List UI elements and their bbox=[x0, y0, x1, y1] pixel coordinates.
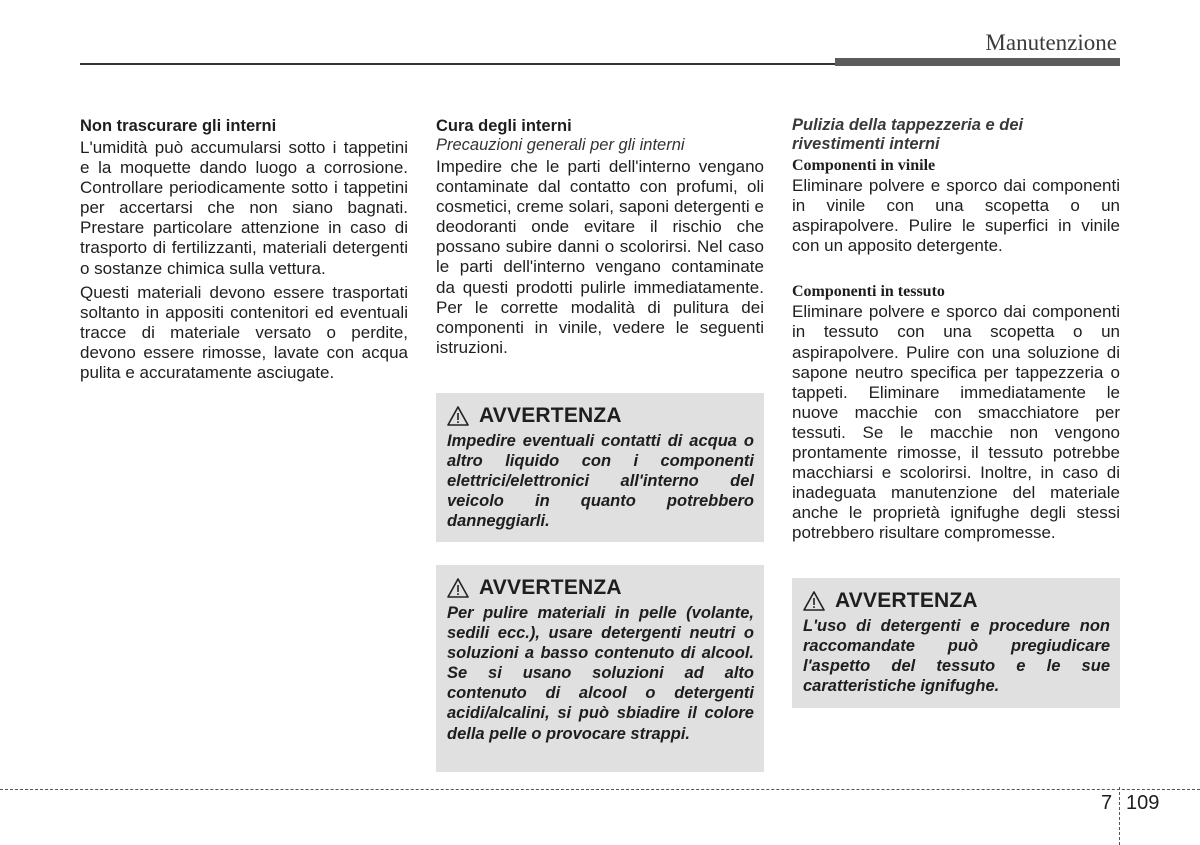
section-heading: Non trascurare gli interni bbox=[80, 117, 277, 135]
warning-title: AVVERTENZA bbox=[479, 404, 622, 427]
section-heading: Pulizia della tappezzeria e dei rivestimenti interni bbox=[792, 116, 1024, 153]
header-accent-bar bbox=[835, 58, 1120, 66]
chapter-number: 7 bbox=[1101, 792, 1113, 814]
column-left bbox=[80, 116, 408, 383]
warning-text: Impedire eventuali contatti di acqua o altro liquido con i componenti elettrici/elettronici all'interno del veicolo in quanto potrebbero danneggiarli. bbox=[447, 432, 754, 531]
paragraph: Questi materiali devono essere trasportati soltanto in appositi contenitori ed eventuali tracce di materiale versato o perdite, devono essere rimosse, lavate con acqua pulita e accuratamente asciugate. bbox=[80, 282, 408, 383]
warning-triangle-icon bbox=[447, 578, 469, 598]
subsection-heading: Componenti in tessuto bbox=[792, 283, 945, 301]
column-middle bbox=[436, 116, 764, 358]
paragraph: Eliminare polvere e sporco dai componenti in vinile con una scopetta o un aspirapolvere. Pulire le superfici in vinile con un apposito detergente. bbox=[792, 176, 1120, 256]
section-subheading: Precauzioni generali per gli interni bbox=[436, 136, 685, 154]
page-header-title: Manutenzione bbox=[985, 30, 1117, 55]
footer-dashed-rule bbox=[0, 789, 1200, 790]
warning-box bbox=[792, 578, 1120, 708]
paragraph: Impedire che le parti dell'interno vengano contaminate dal contatto con profumi, oli cosmetici, creme solari, saponi detergenti e deodoranti onde evitare il rischio che possano subire danni o scolorirsi. Nel caso le parti dell'interno vengano contaminate da questi prodotti pulirle immediatamente. Per le corrette modalità di pulitura dei componenti in vinile, vedere le seguenti istruzioni. bbox=[436, 157, 764, 357]
warning-box bbox=[436, 565, 764, 772]
section-heading: Cura degli interni bbox=[436, 117, 572, 135]
warning-title: AVVERTENZA bbox=[479, 576, 622, 599]
paragraph: L'umidità può accumularsi sotto i tappetini e la moquette dando luogo a corrosione. Controllare periodicamente sotto i tappetini per accertarsi che non siano bagnati. Prestare particolare attenzione in caso di trasporto di fertilizzanti, materiali detergenti o sostanze chimica sulla vettura. bbox=[80, 138, 408, 278]
paragraph: Eliminare polvere e sporco dai componenti in tessuto con una scopetta o un aspirapolvere. Pulire con una soluzione di sapone neutro specifica per tappezzeria o tappeti. Eliminare immediatamente le nuove macchie con smacchiatore per tessuti. Se le macchie non vengono prontamente rimosse, il tessuto potrebbe macchiarsi e scolorirsi. Inoltre, in caso di inadeguata manutenzione del materiale anche le proprietà ignifughe degli stessi potrebbero risultare compromesse. bbox=[792, 302, 1120, 543]
warning-triangle-icon bbox=[447, 406, 469, 426]
warning-title: AVVERTENZA bbox=[835, 589, 978, 612]
footer-vertical-dashed-rule bbox=[1119, 787, 1120, 845]
column-right bbox=[792, 116, 1120, 544]
subsection-heading: Componenti in vinile bbox=[792, 157, 936, 174]
warning-triangle-icon bbox=[803, 591, 825, 611]
warning-text: L'uso di detergenti e procedure non raccomandate può pregiudicare l'aspetto del tessuto e le sue caratteristiche ignifughe. bbox=[803, 617, 1110, 696]
warning-box bbox=[436, 393, 764, 542]
warning-text: Per pulire materiali in pelle (volante, sedili ecc.), usare detergenti neutri o soluzioni a basso contenuto di alcool. Se si usano soluzioni ad alto contenuto di alcool o detergenti acidi/alcalini, si può sbiadire il colore della pelle o provocare strappi. bbox=[447, 604, 754, 743]
page-number: 109 bbox=[1126, 792, 1160, 814]
